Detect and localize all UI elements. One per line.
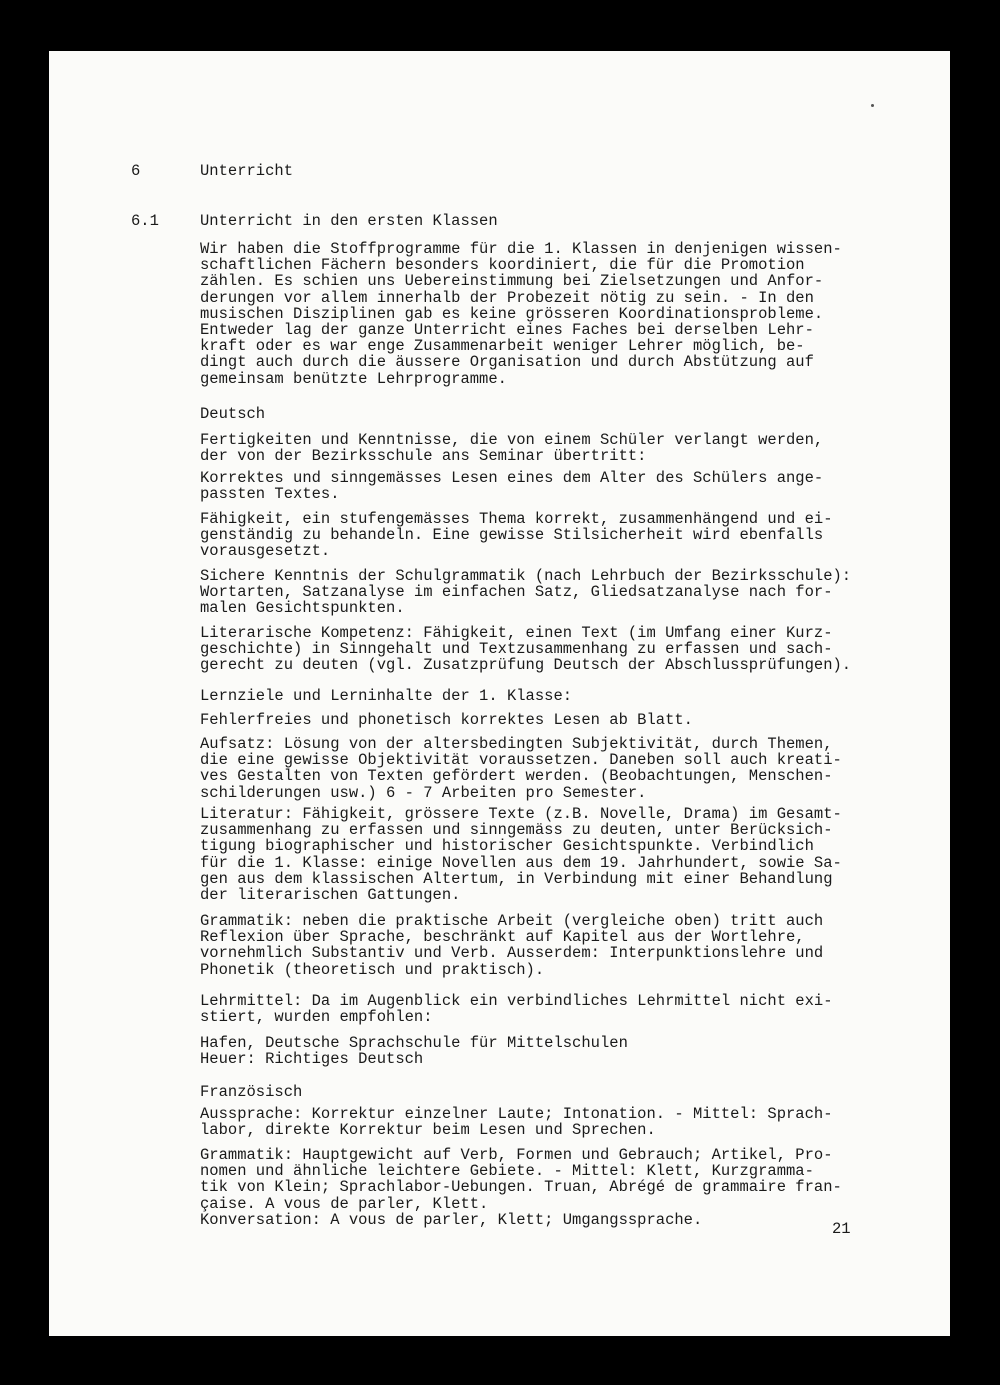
text-line: Lehrmittel: Da im Augenblick ein verbindliches Lehrmittel nicht exi- <box>200 992 833 1010</box>
text-line: gemeinsam benützte Lehrprogramme. <box>200 369 507 388</box>
text-line: zählen. Es schien uns Uebereinstimmung bei Zielsetzungen und Anfor- <box>200 272 824 291</box>
text-line: Konversation: A vous de parler, Klett; Umgangssprache. <box>200 1210 703 1229</box>
text-line: Wir haben die Stoffprogramme für die 1. Klassen in denjenigen wissen- <box>200 240 842 258</box>
text-line: schaftlichen Fächern besonders koordiniert, die für die Promotion <box>200 256 805 275</box>
lesen-paragraph <box>200 470 900 502</box>
text-line: Phonetik (theoretisch und praktisch). <box>200 960 545 979</box>
lesen-ab-blatt-paragraph <box>200 712 900 728</box>
text-line: Grammatik: Hauptgewicht auf Verb, Formen und Gebrauch; Artikel, Pro- <box>200 1146 833 1164</box>
scan-speck <box>871 104 874 107</box>
lernziele-heading <box>200 688 900 704</box>
text-line: musischen Disziplinen gab es keine grösseren Koordinationsprobleme. <box>200 304 824 323</box>
text-line: gen aus dem klassischen Altertum, in Verbindung mit einer Behandlung <box>200 869 833 888</box>
section-title: Unterricht <box>200 162 294 180</box>
literatur-paragraph <box>200 806 900 903</box>
text-line: ves Gestalten von Texten gefördert werden. (Beobachtungen, Menschen- <box>200 767 833 786</box>
lehrmittel-list <box>200 1035 900 1067</box>
text-line: Lernziele und Lerninhalte der 1. Klasse: <box>200 687 573 705</box>
text-line: Entweder lag der ganze Unterricht eines Faches bei derselben Lehr- <box>200 321 814 340</box>
grammatik-kenntnis-paragraph <box>200 568 900 617</box>
text-line: für die 1. Klasse: einige Novellen aus dem 19. Jahrhundert, sowie Sa- <box>200 853 842 872</box>
lehrmittel-paragraph <box>200 993 900 1025</box>
literarische-kompetenz-paragraph <box>200 625 900 674</box>
text-line: nomen und ähnliche leichtere Gebiete. - Mittel: Klett, Kurzgramma- <box>200 1162 814 1181</box>
text-line: Grammatik: neben die praktische Arbeit (vergleiche oben) tritt auch <box>200 912 824 930</box>
text-line: Sichere Kenntnis der Schulgrammatik (nach Lehrbuch der Bezirksschule): <box>200 567 852 585</box>
faehigkeit-paragraph <box>200 511 900 560</box>
text-line: Aufsatz: Lösung von der altersbedingten Subjektivität, durch Themen, <box>200 735 833 753</box>
text-line: passten Textes. <box>200 485 340 504</box>
text-line: Wortarten, Satzanalyse im einfachen Satz, Gliedsatzanalyse nach for- <box>200 583 833 602</box>
text-line: Heuer: Richtiges Deutsch <box>200 1050 424 1069</box>
text-line: malen Gesichtspunkten. <box>200 599 405 618</box>
intro-paragraph <box>200 241 900 387</box>
text-line: çaise. A vous de parler, Klett. <box>200 1194 489 1213</box>
text-line: genständig zu behandeln. Eine gewisse Stilsicherheit wird ebenfalls <box>200 526 824 545</box>
text-line: kraft oder es war enge Zusammenarbeit weniger Lehrer möglich, be- <box>200 337 805 356</box>
text-line: Deutsch <box>200 405 266 423</box>
text-line: Fehlerfreies und phonetisch korrektes Lesen ab Blatt. <box>200 711 693 729</box>
aufsatz-paragraph <box>200 736 900 801</box>
text-line: Reflexion über Sprache, beschränkt auf Kapitel aus der Wortlehre, <box>200 928 805 947</box>
text-line: der literarischen Gattungen. <box>200 886 461 905</box>
grammatik-franz-paragraph <box>200 1147 900 1228</box>
text-line: zusammenhang zu erfassen und sinngemäss zu deuten, unter Berücksich- <box>200 821 833 840</box>
deutsch-heading <box>200 406 900 422</box>
text-line: dingt auch durch die äussere Organisation und durch Abstützung auf <box>200 353 814 372</box>
fertigkeiten-paragraph <box>200 432 900 464</box>
text-line: tigung biographischer und historischer Gesichtspunkte. Verbindlich <box>200 837 814 856</box>
text-line: stiert, wurden empfohlen: <box>200 1008 433 1027</box>
text-line: derungen vor allem innerhalb der Probezeit nötig zu sein. - In den <box>200 288 814 307</box>
text-line: Fähigkeit, ein stufengemässes Thema korrekt, zusammenhängend und ei- <box>200 510 833 528</box>
text-line: die eine gewisse Objektivität voraussetzen. Daneben soll auch kreati- <box>200 751 842 770</box>
text-line: Fertigkeiten und Kenntnisse, die von einem Schüler verlangt werden, <box>200 431 824 449</box>
page-number: 21 <box>832 1220 851 1238</box>
text-line: Literatur: Fähigkeit, grössere Texte (z.B. Novelle, Drama) im Gesamt- <box>200 805 842 823</box>
text-line: schilderungen usw.) 6 - 7 Arbeiten pro Semester. <box>200 783 647 802</box>
text-line: gerecht zu deuten (vgl. Zusatzprüfung Deutsch der Abschlussprüfungen). <box>200 656 852 675</box>
text-line: Französisch <box>200 1083 303 1101</box>
text-line: Aussprache: Korrektur einzelner Laute; Intonation. - Mittel: Sprach- <box>200 1105 833 1123</box>
franzoesisch-heading <box>200 1084 900 1100</box>
aussprache-paragraph <box>200 1106 900 1138</box>
text-line: tik von Klein; Sprachlabor-Uebungen. Truan, Abrégé de grammaire fran- <box>200 1178 842 1197</box>
text-line: Literarische Kompetenz: Fähigkeit, einen Text (im Umfang einer Kurz- <box>200 624 833 642</box>
text-line: vorausgesetzt. <box>200 542 331 561</box>
grammatik-paragraph <box>200 913 900 978</box>
text-line: vornehmlich Substantiv und Verb. Ausserdem: Interpunktionslehre und <box>200 944 824 963</box>
subsection-title: Unterricht in den ersten Klassen <box>200 212 498 230</box>
subsection-number: 6.1 <box>131 212 159 230</box>
text-line: geschichte) in Sinngehalt und Textzusammenhang zu erfassen und sach- <box>200 640 833 659</box>
text-line: der von der Bezirksschule ans Seminar übertritt: <box>200 447 647 466</box>
section-number: 6 <box>131 162 141 180</box>
text-line: Hafen, Deutsche Sprachschule für Mittelschulen <box>200 1034 628 1052</box>
text-line: Korrektes und sinngemässes Lesen eines dem Alter des Schülers ange- <box>200 469 824 487</box>
document-page <box>49 51 950 1336</box>
text-line: labor, direkte Korrektur beim Lesen und Sprechen. <box>200 1121 656 1140</box>
